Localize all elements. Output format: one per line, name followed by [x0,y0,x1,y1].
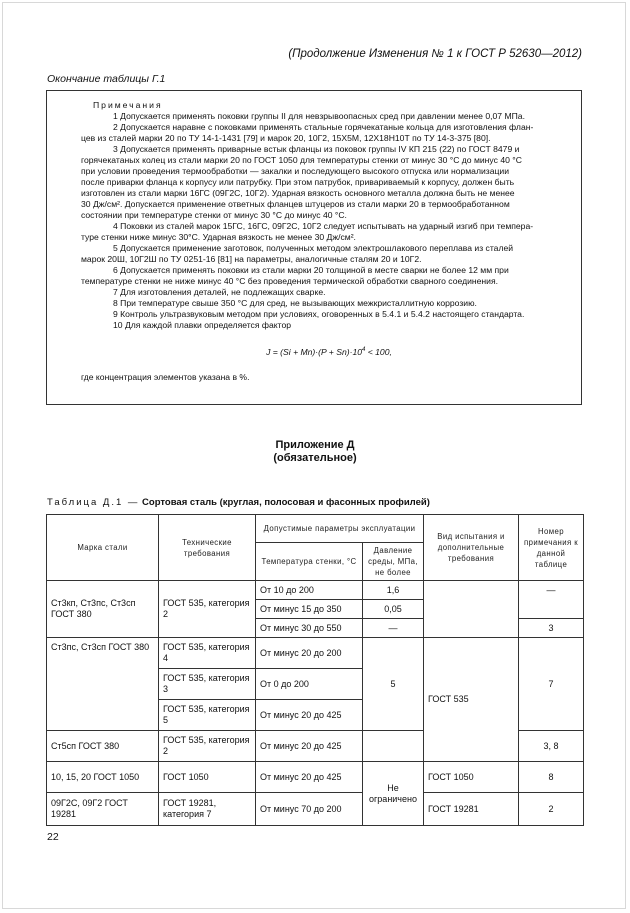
note-line: 9 Контроль ультразвуковым методом при условиях, оговоренных в 5.4.1 и 5.4.2 настоящего стандарта. [113,309,525,319]
cell-tech: ГОСТ 535, категория 3 [159,669,256,700]
cell-note: 2 [519,793,584,826]
note-line: 6 Допускается применять поковки из стали марки 20 толщиной в месте сварки не более 12 мм при [113,265,509,275]
notes-heading: Примечания [93,100,163,110]
page-number: 22 [47,831,59,843]
table-row [47,638,584,669]
appendix-title [0,439,630,465]
cell-pressure: 1,6 [363,581,424,600]
header-pressure: Давление среды, МПа, не более [363,543,424,581]
header-temp: Температура стенки, °С [256,543,363,581]
cell-tech: ГОСТ 535, категория 4 [159,638,256,669]
table-caption [47,497,430,508]
cell-tech: ГОСТ 1050 [159,762,256,793]
note-line: температуре стенки не ниже минус 40 °С без проведения термической обработки сварного соединения. [81,276,499,286]
header-test: Вид испытания и дополнительные требования [424,515,519,581]
header-params-group: Допустимые параметры эксплуатации [256,515,424,543]
cell-tech: ГОСТ 535, категория 5 [159,700,256,731]
cell-pressure: 0,05 [363,600,424,619]
table-row [47,581,584,600]
cell-grade: 09Г2С, 09Г2 ГОСТ 19281 [47,793,159,826]
note-line: 10 Для каждой плавки определяется фактор [113,320,291,330]
cell-note: 8 [519,762,584,793]
notes-box [46,90,582,405]
table-caption-prefix: Таблица Д.1 — [47,497,140,508]
cell-temp: От минус 20 до 425 [256,731,363,762]
cell-test [424,581,519,638]
table-row [47,793,584,826]
cell-tech: ГОСТ 535, категория 2 [159,731,256,762]
note-line: после приварки фланца к корпусу или патрубку. При этом патрубок, привариваемый к корпусу, должен быть [81,177,515,187]
formula: $J = (Si + Mn)\cdot(P + Sn)\cdot 10^4 < 100$, [266,346,392,357]
cell-temp: От 10 до 200 [256,581,363,600]
note-line: 1 Допускается применять поковки группы II для невзрывоопасных сред при давлении менее 0,07 МПа. [113,111,525,121]
cell-temp: От минус 20 до 425 [256,762,363,793]
cell-note: 3, 8 [519,731,584,762]
header-note-no: Номер примечания к данной таблице [519,515,584,581]
note-line: 3 Допускается применять приварные встык фланцы из поковок группы IV КП 215 (22) по ГОСТ 8479 и [113,144,520,154]
formula-where: где концентрация элементов указана в %. [81,371,250,382]
cell-temp: От минус 20 до 425 [256,700,363,731]
note-line: 8 При температуре свыше 350 °С для сред, не вызывающих межкристаллитную коррозию. [113,298,477,308]
cell-test: ГОСТ 19281 [424,793,519,826]
notes-content [81,100,577,383]
note-line: горячекатаных колец из стали марки 20 по ГОСТ 1050 для температуры стенки от минус 30 °С до минус 40 °С [81,155,522,165]
table-end-caption: Окончание таблицы Г.1 [47,73,166,85]
cell-temp: От минус 20 до 200 [256,638,363,669]
appendix-name: Приложение Д [275,439,355,451]
cell-pressure: 5 [363,638,424,731]
cell-temp: От минус 30 до 550 [256,619,363,638]
appendix-status: (обязательное) [273,452,357,464]
note-line: изготовлен из стали марки 16ГС (09Г2С, 10Г2). Ударная вязкость основного металла должна быть не менее [81,188,515,198]
note-line: при условии проведения термообработки — закалки и последующего высокого отпуска или нормализации [81,166,510,176]
cell-note: — [519,581,584,619]
cell-test: ГОСТ 1050 [424,762,519,793]
note-line: марок 20Ш, 10Г2Ш по ТУ 0251-16 [81] на параметры, аналогичные сталям 20 и 10Г2. [81,254,422,264]
header-tech-req: Технические требования [159,515,256,581]
cell-grade: Ст3кп, Ст3пс, Ст3сп ГОСТ 380 [47,581,159,638]
note-line: 30 Дж/см². Допускается применение ответных фланцев штуцеров из стали марки 20 в термообработанном [81,199,510,209]
cell-tech: ГОСТ 535, категория 2 [159,581,256,638]
steel-grade-table [46,514,584,826]
note-line: 5 Допускается применение заготовок, полученных методом электрошлакового переплава из сталей [113,243,514,253]
note-line: 7 Для изготовления деталей, не подлежащих сварке. [113,287,326,297]
table-caption-title: Сортовая сталь (круглая, полосовая и фасонных профилей) [142,497,430,508]
cell-pressure [363,731,424,762]
cell-temp: От минус 15 до 350 [256,600,363,619]
cell-temp: От минус 70 до 200 [256,793,363,826]
table-row [47,762,584,793]
note-line: 2 Допускается наравне с поковками применять стальные горячекатаные кольца для изготовления флан- [113,122,534,132]
notes-list [81,111,577,331]
note-line: цев из сталей марки 20 по ТУ 14-1-1431 [79] и марок 20, 10Г2, 15Х5М, 12Х18Н10Т по ТУ 14-3-375 [80]. [81,133,491,143]
note-line: туре стенки ниже минус 30°С. Ударная вязкость не менее 30 Дж/см². [81,232,356,242]
note-line: 4 Поковки из сталей марок 15ГС, 16ГС, 09Г2С, 10Г2 следует испытывать на ударный изгиб при темпера- [113,221,534,231]
table-header-row [47,515,584,543]
cell-grade: Ст3пс, Ст3сп ГОСТ 380 [47,638,159,731]
cell-pressure: — [363,619,424,638]
cell-tech: ГОСТ 19281, категория 7 [159,793,256,826]
cell-pressure: Не ограничено [363,762,424,826]
cell-note: 3 [519,619,584,638]
cell-note: 7 [519,638,584,731]
note-line: состоянии при температуре стенки от минус 30 °С до минус 40 °С. [81,210,347,220]
cell-temp: От 0 до 200 [256,669,363,700]
cell-grade: 10, 15, 20 ГОСТ 1050 [47,762,159,793]
cell-test: ГОСТ 535 [424,638,519,762]
cell-grade: Ст5сп ГОСТ 380 [47,731,159,762]
header-grade: Марка стали [47,515,159,581]
running-header: (Продолжение Изменения № 1 к ГОСТ Р 52630—2012) [288,48,582,60]
